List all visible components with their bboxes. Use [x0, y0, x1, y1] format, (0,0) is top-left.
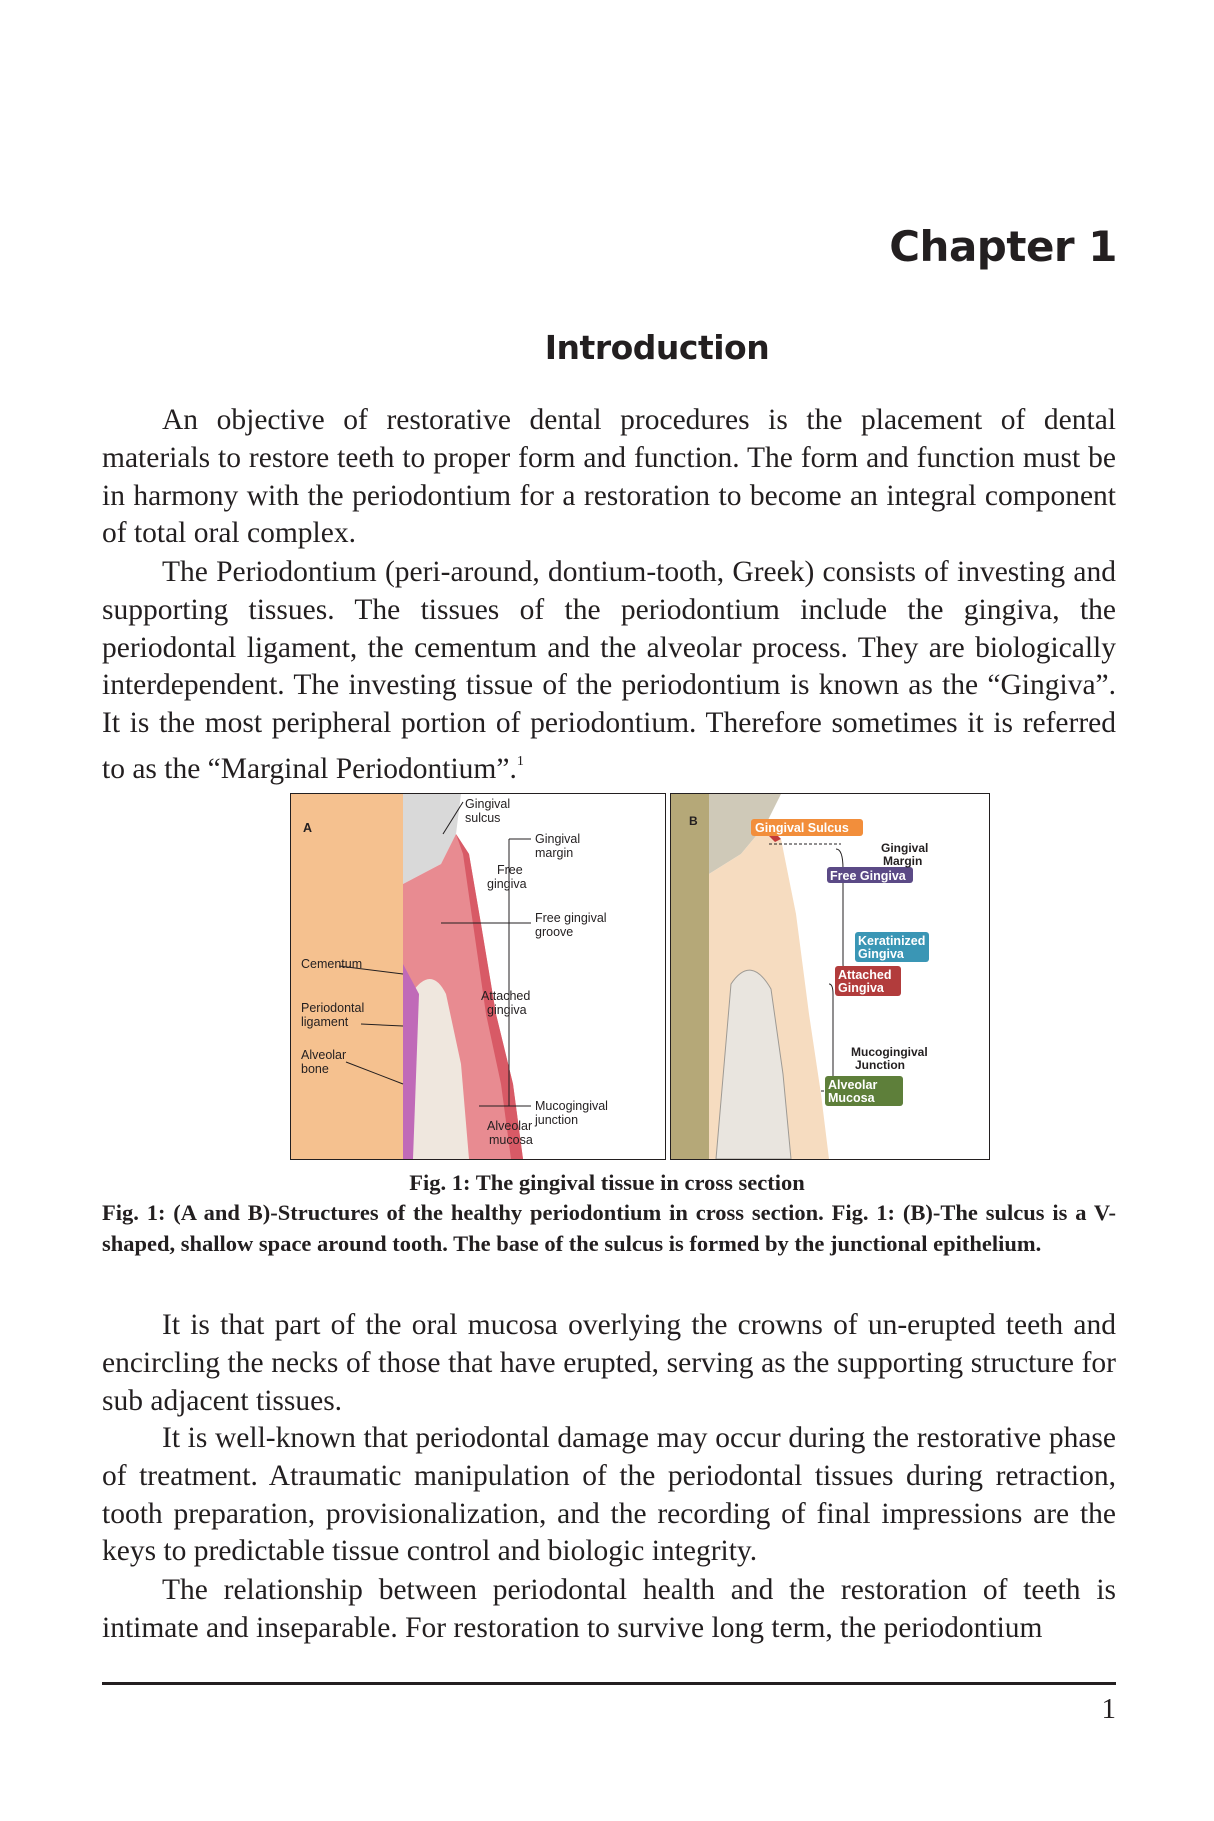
- label-periodontal-ligament-a1: Periodontal: [301, 1001, 365, 1015]
- periodontium-diagram-a: [291, 794, 665, 1159]
- label-alveolar-mucosa-b1: Alveolar: [828, 1078, 878, 1092]
- paragraph-4: It is well-known that periodontal damage may occur during the restorative phase of treatment. Atraumatic manipulation of the periodontal tissues during retraction, tooth preparation, provisionalization, and the recording of final impressions are the keys to predictable tissue control and biologic integrity.: [102, 1422, 1116, 1568]
- label-gingival-margin-b2: Margin: [883, 854, 923, 868]
- paragraph-3: It is that part of the oral mucosa overlying the crowns of un-erupted teeth and encircling the necks of those that have erupted, serving as the supporting structure for sub adjacent tissues.: [102, 1309, 1116, 1417]
- panel-b-letter: B: [689, 814, 698, 828]
- paragraph-2: [102, 554, 1116, 789]
- label-free-gingival-groove-a2: groove: [535, 925, 574, 939]
- label-attached-gingiva-a2: gingiva: [487, 1003, 527, 1017]
- label-gingival-margin-a1: Gingival: [535, 832, 581, 846]
- periodontium-diagram-b: [671, 794, 989, 1159]
- label-mucogingival-junction-b2: Junction: [855, 1058, 905, 1072]
- label-alveolar-bone-a1: Alveolar: [301, 1048, 347, 1062]
- figure-caption: Fig. 1: (A and B)-Structures of the healthy periodontium in cross section. Fig. 1: (B)-The sulcus is a V-shaped, shallow space around tooth. The base of the sulcus is formed by the junctional epithelium.: [102, 1200, 1116, 1256]
- paragraph-2-text: The Periodontium (peri-around, dontium-tooth, Greek) consists of investing and supporting tissues. The tissues of the periodontium include the gingiva, the periodontal ligament, the cementum and the alveolar process. They are biologically interdependent. The investing tissue of the periodontium is known as the “Gingiva”. It is the most peripheral portion of periodontium. Therefore sometimes it is referred to as the “Marginal Periodontium”.: [102, 556, 1116, 785]
- label-mucogingival-junction-b1: Mucogingival: [851, 1045, 928, 1059]
- page-number: 1: [1101, 1693, 1116, 1725]
- label-cementum-a: Cementum: [301, 957, 363, 971]
- figure: [290, 793, 990, 1160]
- label-mucogingival-junction-a2: junction: [535, 1113, 579, 1127]
- tooth-surface-shape: [671, 794, 709, 1159]
- tooth-root-shape: [291, 794, 403, 1159]
- label-alveolar-mucosa-a1: Alveolar: [487, 1119, 533, 1133]
- label-attached-gingiva-a1: Attached: [481, 989, 531, 1003]
- label-keratinized-gingiva-b2: Gingiva: [858, 947, 904, 961]
- panel-a-letter: A: [303, 821, 313, 835]
- label-gingival-sulcus-a1: Gingival: [465, 797, 511, 811]
- label-alveolar-bone-a2: bone: [301, 1062, 329, 1076]
- footer-rule: [102, 1682, 1116, 1685]
- label-free-gingival-groove-a1: Free gingival: [535, 911, 607, 925]
- reference-marker: 1: [516, 753, 524, 769]
- figure-panel-b: [670, 793, 990, 1160]
- label-attached-gingiva-b1: Attached: [838, 968, 892, 982]
- figure-panel-a: [290, 793, 666, 1160]
- paragraph-5: The relationship between periodontal health and the restoration of teeth is intimate and inseparable. For restoration to survive long term, the periodontium: [102, 1574, 1116, 1644]
- paragraph-1: An objective of restorative dental procedures is the placement of dental materials to restore teeth to proper form and function. The form and function must be in harmony with the periodontium for a restoration to become an integral component of total oral complex.: [102, 404, 1116, 550]
- section-title: Introduction: [544, 328, 770, 367]
- label-periodontal-ligament-a2: ligament: [301, 1015, 349, 1029]
- chapter-label: Chapter 1: [889, 222, 1117, 271]
- label-gingival-sulcus-b: Gingival Sulcus: [755, 821, 849, 835]
- label-alveolar-mucosa-a2: mucosa: [489, 1133, 533, 1147]
- label-mucogingival-junction-a1: Mucogingival: [535, 1099, 608, 1113]
- label-free-gingiva-b: Free Gingiva: [830, 869, 906, 883]
- label-free-gingiva-a1: Free: [497, 863, 523, 877]
- label-gingival-margin-a2: margin: [535, 846, 574, 860]
- label-alveolar-mucosa-b2: Mucosa: [828, 1091, 875, 1105]
- label-keratinized-gingiva-b1: Keratinized: [858, 934, 926, 948]
- label-free-gingiva-a2: gingiva: [487, 877, 527, 891]
- figure-title: Fig. 1: The gingival tissue in cross section: [409, 1170, 805, 1195]
- label-gingival-sulcus-a2: sulcus: [465, 811, 501, 825]
- label-gingival-margin-b1: Gingival: [881, 841, 929, 855]
- label-attached-gingiva-b2: Gingiva: [838, 981, 884, 995]
